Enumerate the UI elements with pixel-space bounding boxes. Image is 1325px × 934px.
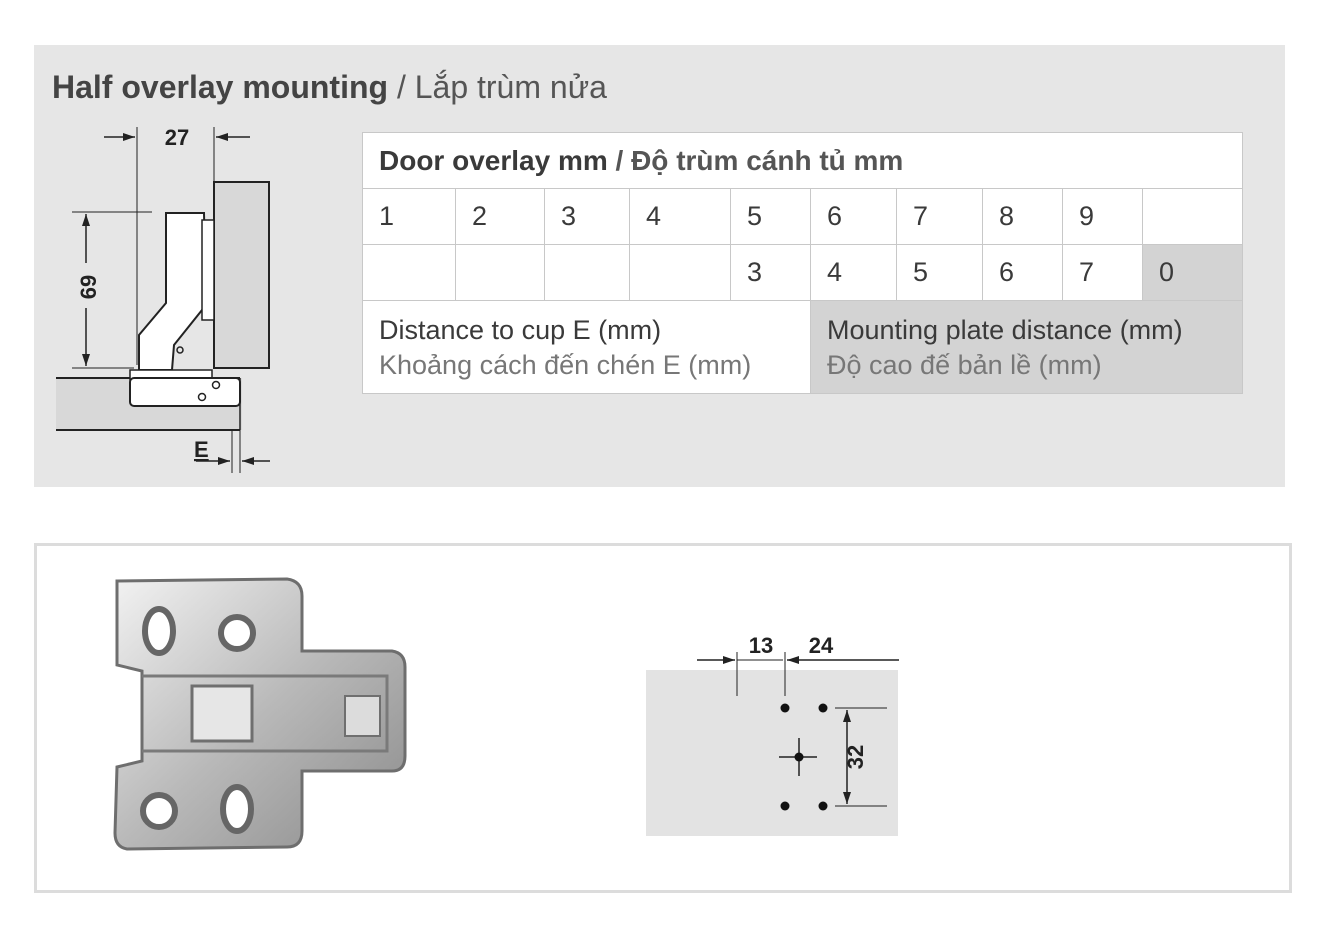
- center-hole: [795, 753, 804, 762]
- mounting-plate-description: [811, 301, 1243, 394]
- overlay-cell: 6: [811, 189, 897, 245]
- dimension-27-label: 27: [164, 125, 190, 150]
- section-title-main: Half overlay mounting: [52, 69, 389, 105]
- section-title-sub: Lắp trùm nửa: [414, 69, 607, 105]
- door-panel: [214, 182, 269, 368]
- mounting-plate-label-vi: Độ cao đế bản lề (mm): [827, 350, 1102, 380]
- mounting-plate-panel: [34, 543, 1292, 893]
- mounting-plate-label-en: Mounting plate distance (mm): [827, 315, 1183, 345]
- table-header: [363, 133, 1243, 189]
- overlay-cell: 1: [363, 189, 456, 245]
- table-header-sub: / Độ trùm cánh tủ mm: [607, 144, 904, 176]
- table-header-main: Door overlay mm: [379, 144, 608, 176]
- plate-cell: [363, 245, 456, 301]
- plate-cell: 5: [897, 245, 983, 301]
- drill-hole: [819, 704, 828, 713]
- overlay-cell: 8: [983, 189, 1063, 245]
- overlay-cell: 9: [1063, 189, 1143, 245]
- drill-hole: [781, 802, 790, 811]
- plate-cell: 0: [1143, 245, 1243, 301]
- dimension-e-label: E: [194, 437, 209, 462]
- plate-cell: 4: [811, 245, 897, 301]
- overlay-cell: 2: [456, 189, 545, 245]
- dimension-13-label: 13: [748, 633, 774, 658]
- hinge-arm: [139, 213, 206, 370]
- overlay-cell: [1143, 189, 1243, 245]
- section-title-separator: /: [388, 69, 415, 105]
- plate-cell: 3: [731, 245, 811, 301]
- overlay-cell: 7: [897, 189, 983, 245]
- overlay-cell: 3: [545, 189, 630, 245]
- hinge-side-diagram: [34, 45, 354, 487]
- plate-cell: [456, 245, 545, 301]
- distance-to-cup-label-vi: Khoảng cách đến chén E (mm): [379, 350, 752, 380]
- plate-cell: 7: [1063, 245, 1143, 301]
- plate-cell: 6: [983, 245, 1063, 301]
- dimension-24-label: 24: [808, 633, 834, 658]
- overlay-row: [363, 189, 1243, 245]
- drill-hole: [819, 802, 828, 811]
- drill-hole: [781, 704, 790, 713]
- drilling-diagram: [637, 626, 937, 846]
- half-overlay-panel: [34, 45, 1285, 487]
- dimension-32-label: 32: [842, 744, 868, 770]
- dimension-69-label: 69: [76, 274, 101, 300]
- overlay-cell: 5: [731, 189, 811, 245]
- overlay-cell: 4: [630, 189, 731, 245]
- plate-cell: [545, 245, 630, 301]
- plate-row: [363, 245, 1243, 301]
- description-row: [363, 301, 1243, 394]
- hinge-cup: [130, 378, 240, 406]
- mounting-plate-image: [97, 571, 417, 861]
- distance-to-cup-label-en: Distance to cup E (mm): [379, 315, 662, 345]
- distance-to-cup-description: [363, 301, 811, 394]
- plate-cell: [630, 245, 731, 301]
- door-overlay-table: [362, 132, 1243, 394]
